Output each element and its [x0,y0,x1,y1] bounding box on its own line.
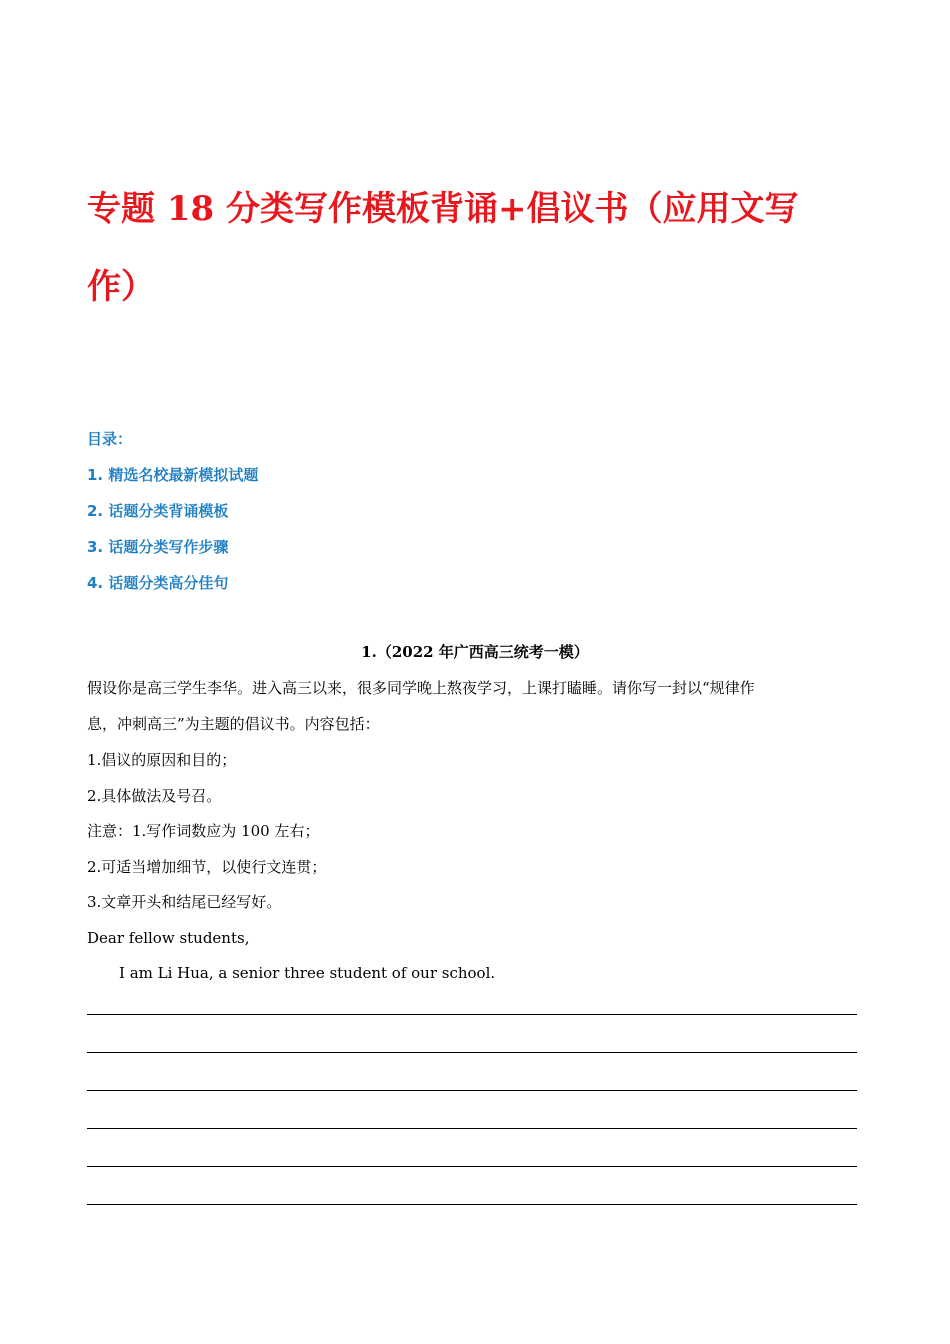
content-point: 2.具体做法及号召。 [87,787,222,805]
answer-line[interactable] [87,1204,857,1205]
toc-item: 1. 精选名校最新模拟试题 [87,466,259,484]
note-line: 注意：1.写作词数应为 100 左右； [87,822,320,840]
question-heading: 1.（2022 年广西高三统考一模） [361,643,589,661]
title-line-1: 专题 18 分类写作模板背诵+倡议书（应用文写 [87,189,799,229]
prompt-line: 假设你是高三学生李华。进入高三以来，很多同学晚上熬夜学习，上课打瞌睡。请你写一封以“规律作 [87,679,755,697]
toc-item: 2. 话题分类背诵模板 [87,502,229,520]
content-point: 1.倡议的原因和目的； [87,751,237,769]
note-line: 2.可适当增加细节，以使行文连贯； [87,858,327,876]
title-line-2: 作） [87,267,155,307]
answer-line[interactable] [87,1128,857,1129]
page-title [87,170,827,326]
letter-salutation: Dear fellow students, [87,929,250,947]
toc-item: 3. 话题分类写作步骤 [87,538,229,556]
note-line: 3.文章开头和结尾已经写好。 [87,893,282,911]
table-of-contents [87,429,258,609]
letter-opening: I am Li Hua, a senior three student of our school. [119,964,496,982]
toc-item: 4. 话题分类高分佳句 [87,574,229,592]
prompt-line: 息，冲刺高三”为主题的倡议书。内容包括： [87,715,380,733]
toc-heading: 目录： [87,430,133,448]
answer-line[interactable] [87,1090,857,1091]
answer-line[interactable] [87,1014,857,1015]
answer-line[interactable] [87,1052,857,1053]
answer-line[interactable] [87,1166,857,1167]
